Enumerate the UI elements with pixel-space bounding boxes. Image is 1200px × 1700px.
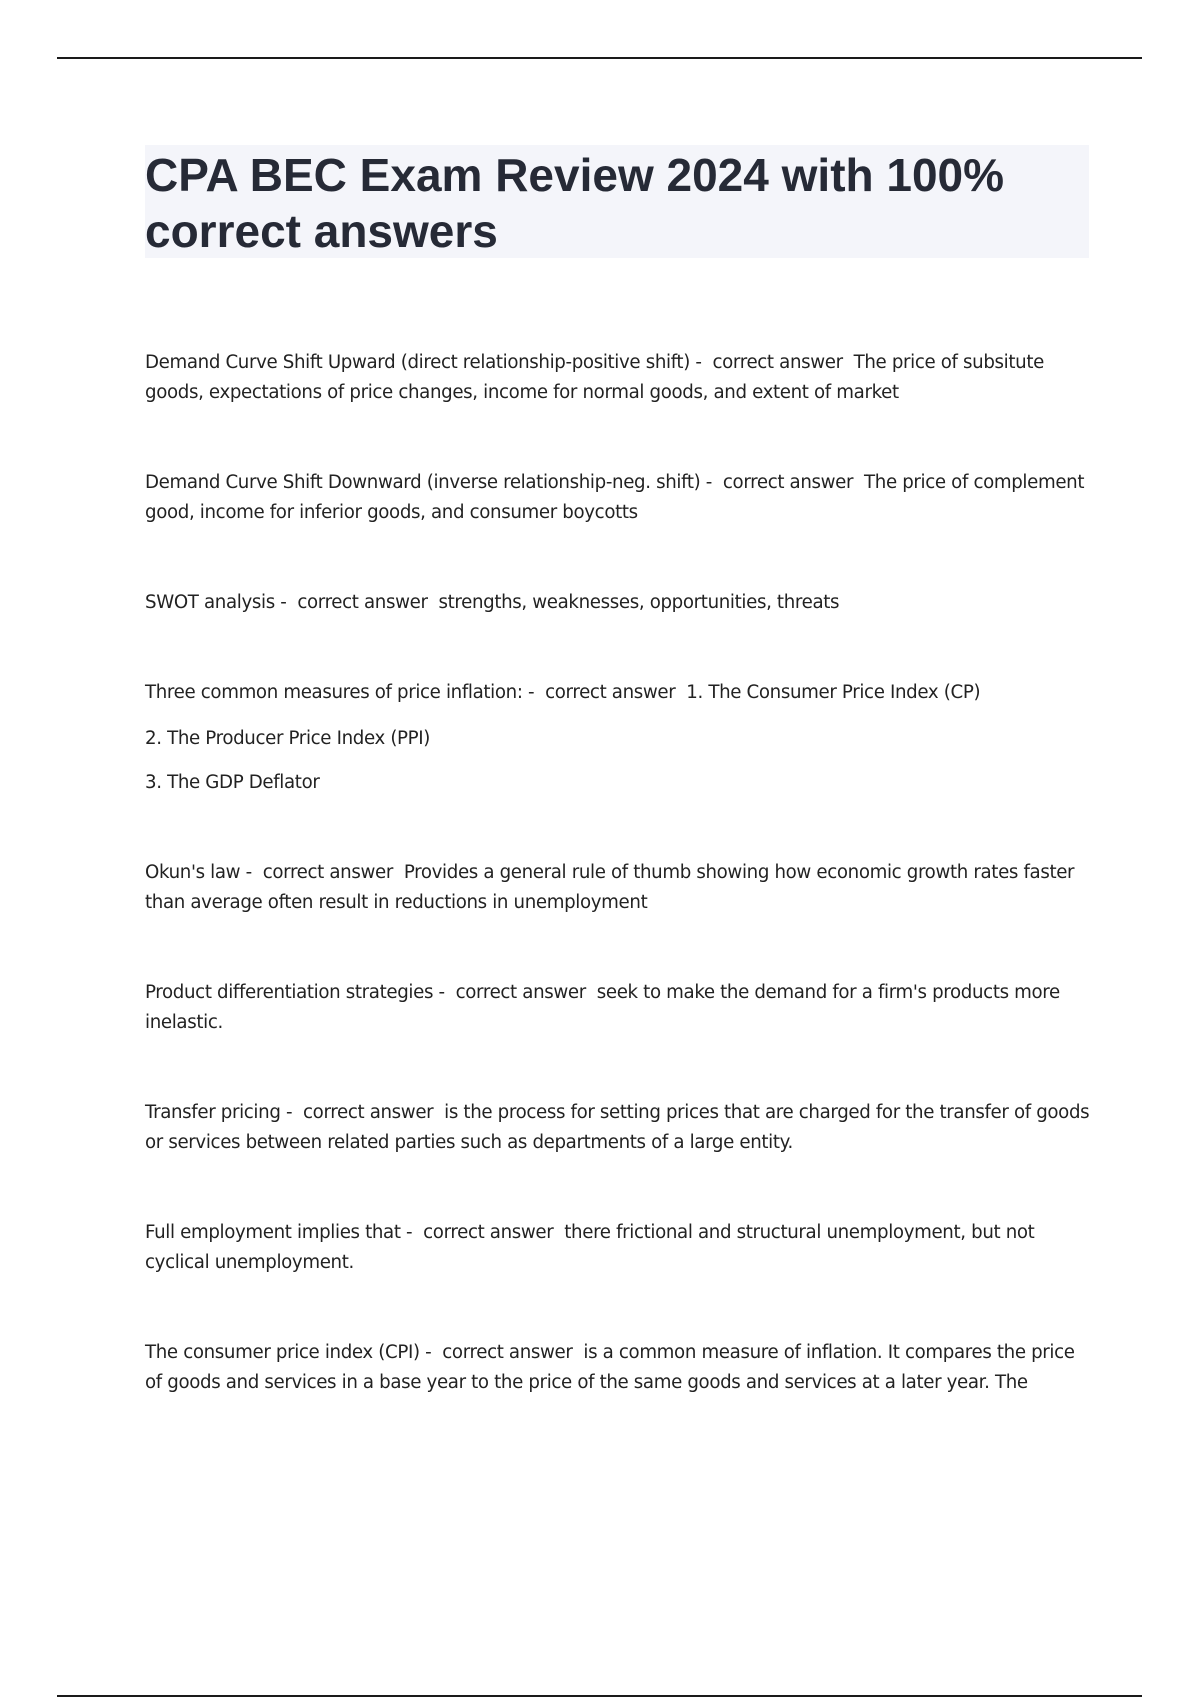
answer-label: correct answer [297,592,428,613]
qa-entry [145,468,1095,528]
qa-text: Okun's law - correct answer Provides a general rule of thumb showing how economic growth rates faster than average often result in reductions in unemployment [145,862,1075,913]
question: Product differentiation strategies [145,982,434,1003]
answer-label: correct answer [722,472,854,493]
answer: is the process for setting prices that are charged for the transfer of goods or services between related parties such as departments of a large entity. [145,1102,1090,1153]
answer-label: correct answer [455,982,586,1003]
qa-entry [145,348,1095,408]
qa-text: Demand Curve Shift Upward (direct relationship-positive shift) - correct answer The price of subsitute goods, expectations of price changes, income for normal goods, and extent of market [145,352,1044,403]
question: Full employment implies that [145,1222,401,1243]
question: Transfer pricing [145,1102,281,1123]
answer-label: correct answer [303,1102,434,1123]
question: Three common measures of price inflation: [145,682,523,703]
answer: is a common measure of inflation. It compares the price of goods and services in a base year to the price of the same goods and services at a later year. The [145,1342,1075,1393]
qa-entry [145,588,1095,618]
qa-text: Full employment implies that - correct answer there frictional and structural unemployment, but not cyclical unemployment. [145,1222,1035,1273]
answer: strengths, weaknesses, opportunities, threats [438,592,840,613]
qa-entry [145,1218,1095,1278]
answer: 1. The Consumer Price Index (CP) [686,682,981,703]
answer: The price of subsitute goods, expectations of price changes, income for normal goods, and extent of market [145,352,1044,403]
answer-label: correct answer [262,862,393,883]
qa-text: SWOT analysis - correct answer strengths, weaknesses, opportunities, threats [145,592,840,613]
answer-list-item: 3. The GDP Deflator [145,772,320,793]
answer: there frictional and structural unemployment, but not cyclical unemployment. [145,1222,1035,1273]
top-rule [57,57,1142,59]
answer-label: correct answer [423,1222,554,1243]
question: Okun's law [145,862,241,883]
answer-label: correct answer [545,682,676,703]
qa-text: The consumer price index (CPI) - correct answer is a common measure of inflation. It compares the price of goods and services in a base year to the price of the same goods and services at a later year. The [145,1342,1075,1393]
qa-list [145,348,1095,1458]
qa-entry [145,678,1095,798]
question: Demand Curve Shift Upward (direct relationship-positive shift) [145,352,690,373]
answer-label: correct answer [712,352,843,373]
answer-list-item: 2. The Producer Price Index (PPI) [145,728,431,749]
question: SWOT analysis [145,592,275,613]
answer: Provides a general rule of thumb showing how economic growth rates faster than average often result in reductions in unemployment [145,862,1075,913]
answer-label: correct answer [442,1342,573,1363]
qa-text: Product differentiation strategies - correct answer seek to make the demand for a firm's products more inelastic. [145,982,1060,1033]
question: The consumer price index (CPI) [145,1342,420,1363]
qa-entry [145,978,1095,1038]
qa-text: Demand Curve Shift Downward (inverse relationship-neg. shift) - correct answer The price of complement good, income for inferior goods, and consumer boycotts [145,472,1085,523]
answer: seek to make the demand for a firm's products more inelastic. [145,982,1060,1033]
question: Demand Curve Shift Downward (inverse relationship-neg. shift) [145,472,701,493]
title-block [145,145,1089,258]
qa-text: Three common measures of price inflation: - correct answer 1. The Consumer Price Index (CP) [145,682,981,703]
qa-entry [145,858,1095,918]
qa-entry [145,1338,1095,1398]
qa-entry [145,1098,1095,1158]
answer: The price of complement good, income for inferior goods, and consumer boycotts [145,472,1085,523]
document-title: CPA BEC Exam Review 2024 with 100% correct answers [145,149,1005,257]
qa-text: Transfer pricing - correct answer is the process for setting prices that are charged for the transfer of goods or services between related parties such as departments of a large entity. [145,1102,1090,1153]
bottom-rule [57,1695,1142,1697]
